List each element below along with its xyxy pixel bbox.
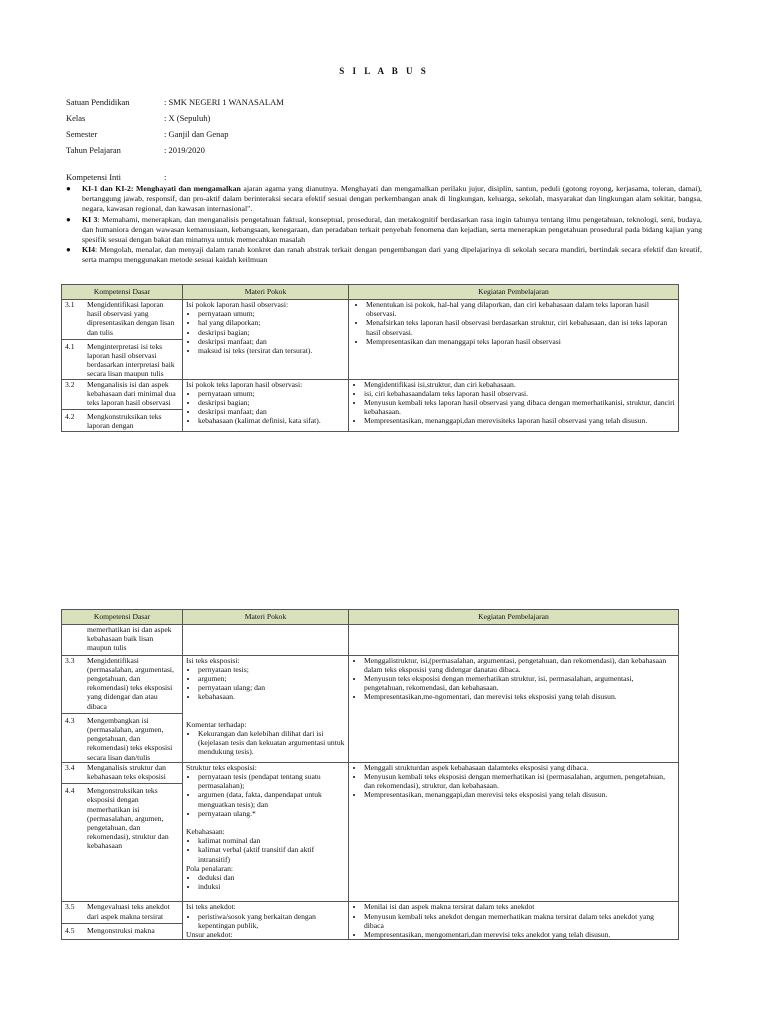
kegiatan-cell bbox=[349, 902, 679, 940]
list-item: • Mempresentasikan, mengomentari,dan merevisi teks anekdot yang telah disusun. bbox=[364, 930, 675, 939]
syllabus-table-page-2 bbox=[61, 609, 679, 940]
list-item: • Menggali strukturdan aspek kebahasaan dalamteks eksposisi yang dibaca. bbox=[364, 763, 675, 772]
kd-item bbox=[65, 763, 179, 781]
kd-item bbox=[65, 902, 179, 920]
list-item: • deskripsi bagian; bbox=[198, 398, 345, 407]
list-item: • kalimat verbal (aktif transitif dan aktif intransitif) bbox=[198, 845, 345, 863]
materi-title: Isi teks anekdot: bbox=[186, 902, 236, 912]
kd-text: Mengonstruksikan teks eksposisi dengan memerhatikan isi (permasalahan, argumen, pengetahuan, dan rekomendasi), struktur dan kebahasaan bbox=[87, 786, 169, 851]
list-item: • deskripsi bagian; bbox=[198, 328, 345, 337]
kegiatan-cell bbox=[349, 655, 679, 762]
list-item: • Mempresentasikan dan menanggapi teks laporan hasil observasi bbox=[366, 337, 675, 346]
info-value: : Ganjil dan Genap bbox=[164, 129, 229, 139]
materi-cell bbox=[183, 625, 349, 656]
materi-title: Isi teks eksposisi: bbox=[186, 655, 240, 665]
info-value: : X (Sepuluh) bbox=[164, 113, 211, 123]
list-item: • pernyataan ulang.* bbox=[198, 809, 345, 818]
kd-text: Menginterpretasi isi teks laporan hasil observasi berdasarkan interpretasi baik secara lisan maupun tulis bbox=[87, 341, 175, 379]
list-item: • argumen (data, fakta, danpendapat untuk menguatkan tesis); dan bbox=[198, 790, 345, 808]
table-row bbox=[62, 902, 679, 940]
ki-item-text: ajaran agama yang dianutnya. Menghayati dan mengamalkan perilaku jujur, disiplin, santun, peduli (gotong royong, kerjasama, toleran, damai), bertanggung jawab, responsif, dan pro-aktif dalam berinteraksi secara efektif sesuai dengan perkembangan anak di lingkungan, keluarga, sekolah, masyarakat dan lingkungan alam sekitar, bangsa, negara, kawasan regional, dan kawasan internasional". bbox=[82, 184, 702, 214]
kd-text: Mengevaluasi teks anekdot dari aspek makna tersirat bbox=[87, 902, 170, 921]
list-item: • kebahasaan. bbox=[198, 692, 345, 701]
materi-list bbox=[186, 912, 345, 930]
list-item: • maksud isi teks (tersirat dan tersurat). bbox=[198, 346, 345, 355]
list-item: • isi, ciri kebahasaandalam teks laporan hasil observasi. bbox=[364, 389, 675, 398]
list-item: • Mempresentasikan, menanggapi,dan merevisiteks laporan hasil observasi yang telah disusun. bbox=[364, 416, 675, 425]
kd-number: 3.2 bbox=[65, 379, 75, 389]
header-kd: Kompetensi Dasar bbox=[62, 285, 183, 300]
materi-title: Isi pokok teks laporan hasil observasi: bbox=[186, 379, 303, 389]
kegiatan-list bbox=[352, 902, 675, 939]
kd-number: 4.4 bbox=[65, 786, 75, 796]
kd-text: Mengembangkan isi (permasalahan, argumen, pengetahuan, dan rekomendasi) teks eksposisi secara lisan dan/tulis bbox=[87, 715, 173, 762]
list-item: • Menyusun kembali teks anekdot dengan memerhatikan makna tersirat dalam teks anekdot yang dibaca bbox=[364, 912, 675, 930]
list-item: • pernyataan tesis; bbox=[198, 665, 345, 674]
materi-title: Struktur teks eksposisi: bbox=[186, 762, 257, 772]
kegiatan-list bbox=[352, 763, 675, 800]
materi-title: Isi pokok laporan hasil observasi: bbox=[186, 300, 289, 309]
kd-continuation: memerhatikan isi dan aspek kebahasaan baik lisan maupun tulis bbox=[87, 625, 172, 653]
list-item: • Mempresentasikan, menanggapi,dan merevisi teks eksposisi yang telah disusun. bbox=[364, 790, 675, 799]
header-kegiatan: Kegiatan Pembelajaran bbox=[349, 610, 679, 625]
kd-text: Menganalisis struktur dan kebahasaan teks eksposisi bbox=[87, 762, 166, 782]
kd-number: 4.1 bbox=[65, 341, 75, 351]
list-item: • pernyataan umum; bbox=[198, 309, 345, 318]
list-item: • Menafsirkan teks laporan hasil observasi berdasarkan struktur, ciri kebahasaan, dan isi teks laporan hasil observasi. bbox=[366, 318, 675, 336]
bullet-icon: ● bbox=[66, 184, 71, 193]
list-item: • induksi bbox=[198, 882, 345, 891]
list-item: • Mengidentifikasi isi,struktur, dan ciri kebahasaan. bbox=[364, 380, 675, 389]
kd-number: 4.3 bbox=[65, 715, 75, 725]
kd-text: Mengonstruksi makna bbox=[87, 925, 155, 935]
kd-number: 4.2 bbox=[65, 412, 75, 422]
materi-subtitle: Kebahasaan: bbox=[186, 827, 225, 837]
list-item: • deskripsi manfaat; dan bbox=[198, 407, 345, 416]
materi-list bbox=[186, 873, 345, 901]
kd-text: Mengidentifikasi laporan hasil observasi yang dipresentasikan dengan lisan dan tulis bbox=[87, 300, 175, 337]
list-item: • Menyusun kembali teks laporan hasil observasi yang dibaca dengan memerhatikanisi, struktur, danciri kebahasaan. bbox=[364, 398, 675, 416]
ki-label: Kompetensi Inti bbox=[66, 172, 122, 182]
table-row bbox=[62, 762, 679, 902]
ki-item-bold: KI4 bbox=[82, 245, 95, 255]
kd-cell bbox=[62, 762, 183, 902]
ki-item-bold: KI-1 dan KI-2: Menghayati dan mengamalkan bbox=[82, 184, 241, 193]
list-item: • Menyusun kembali teks eksposisi dengan memerhatikan isi (permasalahan, argumen, pengetahuan, dan rekomendasi), struktur, dan kebahasaan. bbox=[364, 772, 675, 790]
materi-list bbox=[186, 729, 345, 757]
header-materi: Materi Pokok bbox=[183, 610, 349, 625]
list-item: • hal yang dilaporkan; bbox=[198, 318, 345, 327]
materi-subtitle: Unsur anekdot: bbox=[186, 930, 233, 940]
ki-item-text: : Mengolah, menalar, dan menyaji dalam ranah konkret dan ranah abstrak terkait dengan pengembangan dari yang dipelajarinya di sekolah secara mandiri, bertindak secara efektif dan kreatif, serta mampu menggunakan metode sesuai kaidah keilmuan bbox=[82, 245, 702, 265]
materi-list bbox=[186, 665, 345, 702]
info-label: Semester bbox=[66, 129, 98, 139]
kd-number: 3.3 bbox=[65, 655, 75, 665]
ki-colon: : bbox=[164, 172, 167, 182]
list-item: • pernyataan umum; bbox=[198, 389, 345, 398]
list-item: • Menilai isi dan aspek makna tersirat dalam teks anekdot bbox=[364, 902, 675, 911]
kd-text: Mengidentifikasi (permasalahan, argumentasi, pengetahuan, dan rekomendasi) teks eksposisi yang didengar dan atau dibaca bbox=[87, 655, 174, 711]
list-item: • argumen; bbox=[198, 674, 345, 683]
ki-item-bold: KI 3 bbox=[82, 214, 98, 224]
list-item: • kalimat nominal dan bbox=[198, 836, 345, 845]
materi-list bbox=[186, 836, 345, 864]
list-item: • peristiwa/sosok yang berkaitan dengan kepentingan publik, bbox=[198, 912, 345, 930]
info-label: Tahun Pelajaran bbox=[66, 145, 121, 155]
list-item: • Mempresentasikan,me-ngomentari, dan merevisi teks eksposisi yang telah disusun. bbox=[364, 692, 675, 701]
kd-text: Menganalisis isi dan aspek kebahasaan dari minimal dua teks laporan hasil observasi bbox=[87, 379, 176, 408]
list-item: • Kekurangan dan kelebihan dilihat dari isi (kejelasan tesis dan kekuatan argumentasi untuk mendukung tesis). bbox=[198, 729, 345, 757]
kd-cell bbox=[62, 655, 183, 762]
list-item: • pernyataan tesis (pendapat tentang suatu permasalahan); bbox=[198, 772, 345, 790]
header-kd: Kompetensi Dasar bbox=[62, 610, 183, 625]
header-kegiatan: Kegiatan Pembelajaran bbox=[349, 285, 679, 300]
kd-item bbox=[62, 713, 182, 762]
table-row bbox=[62, 625, 679, 656]
list-item: • Menggalistruktur, isi,(permasalahan, argumentasi, pengetahuan, dan rekomendasi), dan kebahasaan dalam teks eksposisi yang didengar danatau dibaca. bbox=[364, 656, 675, 674]
kd-number: 3.1 bbox=[65, 300, 75, 309]
materi-cell bbox=[183, 655, 349, 762]
kd-cell bbox=[62, 625, 183, 656]
bullet-icon: ● bbox=[66, 245, 71, 255]
header-materi: Materi Pokok bbox=[183, 285, 349, 300]
document-title: S I L A B U S bbox=[339, 66, 429, 76]
info-label: Satuan Pendidikan bbox=[66, 97, 130, 107]
kd-item bbox=[65, 656, 179, 711]
bullet-icon: ● bbox=[66, 214, 71, 224]
kd-cell bbox=[62, 902, 183, 940]
materi-cell bbox=[183, 762, 349, 902]
kd-item bbox=[62, 783, 182, 850]
list-item: • Menyusun teks eksposisi dengan memerhatikan struktur, isi, permasalahan, argumentasi, pengetahuan, rekomendasi, dan kebahasaan. bbox=[364, 674, 675, 692]
info-label: Kelas bbox=[66, 113, 86, 123]
kd-number: 4.5 bbox=[65, 925, 75, 935]
kd-text: Mengkonstruksikan teks laporan dengan bbox=[87, 412, 162, 431]
materi-cell bbox=[183, 902, 349, 940]
kegiatan-cell bbox=[349, 762, 679, 902]
kd-number: 3.4 bbox=[65, 762, 75, 772]
kegiatan-list bbox=[352, 656, 675, 702]
info-value: : SMK NEGERI 1 WANASALAM bbox=[164, 97, 284, 107]
list-item: • pernyataan ulang; dan bbox=[198, 683, 345, 692]
kd-item bbox=[62, 923, 182, 935]
materi-subtitle: Komentar terhadap: bbox=[186, 719, 247, 729]
table-header-row bbox=[62, 610, 679, 625]
kd-number: 3.5 bbox=[65, 902, 75, 912]
materi-list bbox=[186, 772, 345, 818]
kegiatan-cell bbox=[349, 625, 679, 656]
list-item: • Menentukan isi pokok, hal-hal yang dilaporkan, dan ciri kebahasaan dalam teks laporan hasil observasi. bbox=[366, 300, 675, 318]
list-item: • deduksi dan bbox=[198, 873, 345, 882]
ki-item-text: : Memahami, menerapkan, dan menganalisis pengetahuan faktual, konseptual, prosedural, dan metakognitif berdasarkan rasa ingin tahunya tentang ilmu pengetahuan, teknologi, seni, budaya, dan humaniora dengan wawasan kemanusiaan, kebangsaan, kenegaraan, dan peradaban terkait penyebab fenomena dan kejadian, serta menerapkan pengetahuan prosedural pada bidang kajian yang spesifik sesuai dengan bakat dan minatnya untuk memecahkan masalah bbox=[82, 214, 702, 245]
table-row bbox=[62, 655, 679, 762]
list-item: • kebahasaan (kalimat definisi, kata sifat). bbox=[198, 416, 345, 425]
materi-subtitle: Pola penalaran: bbox=[186, 863, 234, 873]
list-item: • deskripsi manfaat; dan bbox=[198, 337, 345, 346]
info-value: : 2019/2020 bbox=[164, 145, 205, 155]
